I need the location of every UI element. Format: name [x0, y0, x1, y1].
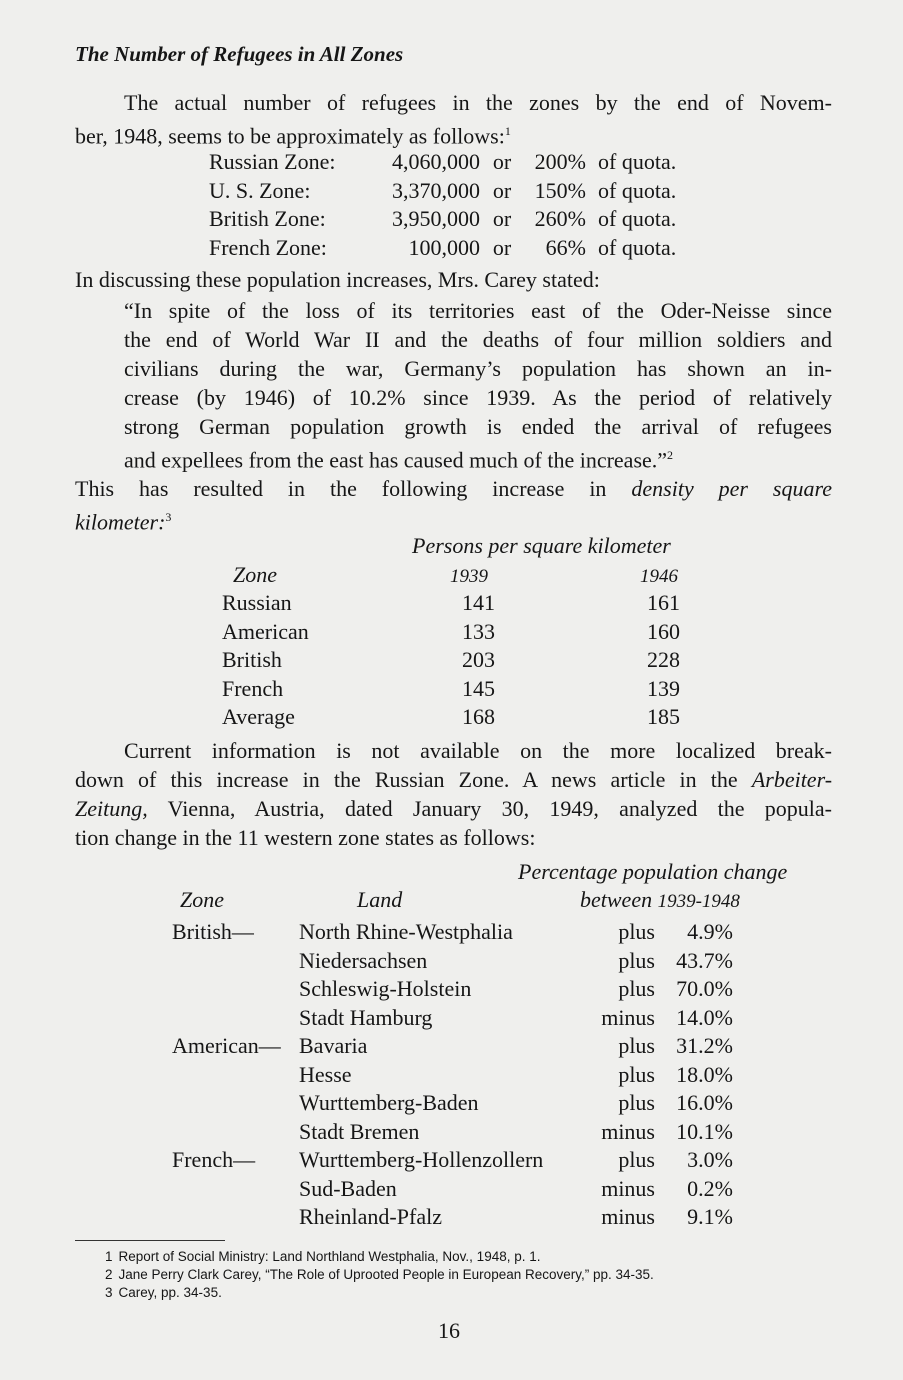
density-table	[222, 589, 680, 732]
density-1946: 139	[647, 675, 680, 701]
density-1946: 161	[647, 590, 680, 615]
quote-line: “In spite of the loss of its territories east of the Oder-Neisse since	[124, 298, 832, 323]
footnote-ref: 2	[667, 448, 674, 462]
change-zone	[172, 1203, 299, 1232]
footnote-number: 1	[105, 1249, 113, 1264]
change-zone	[172, 1118, 299, 1147]
current-paragraph	[124, 736, 832, 765]
current-line: tion change in the 11 western zone states as follows:	[75, 825, 536, 850]
change-direction: minus	[601, 1204, 655, 1229]
change-percent: 16.0%	[676, 1090, 733, 1115]
quota-percent: 260%	[534, 206, 586, 231]
change-direction: plus	[618, 1033, 655, 1058]
change-direction: plus	[618, 919, 655, 944]
change-row	[172, 1118, 733, 1147]
change-direction: plus	[618, 976, 655, 1001]
density-1939: 168	[462, 704, 495, 729]
density-1939: 141	[462, 590, 495, 615]
change-percent: 70.0%	[676, 976, 733, 1001]
footnote-number: 2	[105, 1267, 113, 1282]
quota-number: 3,370,000	[392, 177, 480, 203]
current-line: down of this increase in the Russian Zone. A news article in the Arbeiter-	[75, 767, 833, 792]
density-zone: French	[222, 675, 284, 701]
quote-line: civilians during the war, Germany’s population has shown an in-	[124, 356, 832, 381]
quota-or: or	[492, 149, 512, 174]
quota-of: of quota.	[598, 149, 677, 174]
zone-quota-table	[209, 148, 676, 262]
footnote-number: 3	[105, 1285, 113, 1300]
density-col-zone: Zone	[233, 562, 277, 587]
density-row	[222, 618, 680, 647]
change-row	[172, 947, 733, 976]
quota-number: 100,000	[408, 234, 480, 260]
change-table	[172, 918, 733, 1232]
change-direction: plus	[618, 1090, 655, 1115]
density-1946: 228	[647, 647, 680, 672]
change-land: Bavaria	[299, 1033, 368, 1058]
density-1939: 145	[462, 675, 495, 701]
change-percent: 10.1%	[676, 1118, 733, 1144]
quote-line: strong German population growth is ended the arrival of refugees	[124, 414, 832, 439]
change-percent: 18.0%	[676, 1061, 733, 1087]
density-title: Persons per square kilometer	[412, 533, 671, 558]
change-title: Percentage population change	[518, 859, 788, 884]
current-paragraph-2	[75, 765, 832, 852]
change-direction: plus	[618, 1147, 655, 1172]
density-zone: American	[222, 618, 309, 644]
change-land: Hesse	[299, 1061, 352, 1087]
quota-or: or	[492, 206, 512, 231]
density-row	[222, 589, 680, 618]
change-row	[172, 1146, 733, 1175]
quote-line: crease (by 1946) of 10.2% since 1939. As the period of relatively	[124, 385, 832, 410]
change-land: Wurttemberg-Hollenzollern	[299, 1147, 544, 1172]
change-col-zone: Zone	[180, 887, 224, 912]
change-percent: 14.0%	[676, 1004, 733, 1030]
change-percent: 43.7%	[676, 947, 733, 973]
change-row	[172, 1004, 733, 1033]
density-row	[222, 675, 680, 704]
footnote-text: Report of Social Ministry: Land Northland Westphalia, Nov., 1948, p. 1.	[118, 1249, 541, 1264]
quota-zone: Russian Zone:	[209, 149, 336, 174]
discussing-paragraph: In discussing these population increases, Mrs. Carey stated:	[75, 267, 600, 292]
change-zone	[172, 1061, 299, 1090]
change-land: Stadt Hamburg	[299, 1004, 433, 1030]
change-land: Niedersachsen	[299, 947, 428, 973]
footnote	[105, 1266, 654, 1283]
change-land: Schleswig-Holstein	[299, 976, 472, 1001]
change-land: Stadt Bremen	[299, 1118, 420, 1144]
change-col-land: Land	[357, 887, 403, 912]
change-land: Rheinland-Pfalz	[299, 1204, 442, 1229]
change-land: Wurttemberg-Baden	[299, 1090, 479, 1115]
density-col-1946: 1946	[640, 566, 678, 587]
change-direction: minus	[601, 1175, 655, 1201]
quota-zone: British Zone:	[209, 206, 326, 231]
page-number: 16	[438, 1318, 460, 1343]
quota-of: of quota.	[598, 177, 677, 203]
intro-line: ber, 1948, seems to be approximately as follows:	[75, 123, 505, 149]
quota-of: of quota.	[598, 234, 677, 260]
quote-line: the end of World War II and the deaths of four million soldiers and	[124, 327, 832, 352]
footnote-rule	[75, 1240, 225, 1241]
density-col-1939: 1939	[450, 566, 488, 587]
density-zone: British	[222, 647, 282, 672]
density-row	[222, 703, 680, 732]
change-land: Sud-Baden	[299, 1175, 397, 1201]
footnote-text: Jane Perry Clark Carey, “The Role of Uprooted People in European Recovery,” pp. 34-35.	[118, 1267, 654, 1282]
quota-zone: French Zone:	[209, 234, 327, 260]
change-zone	[172, 1004, 299, 1033]
change-row	[172, 1175, 733, 1204]
result-paragraph	[75, 474, 832, 536]
current-line: Current information is not available on the more localized break-	[124, 738, 832, 763]
section-heading: The Number of Refugees in All Zones	[75, 42, 404, 66]
quota-row	[209, 205, 676, 234]
quote-line: and expellees from the east has caused much of the increase.”$^2$	[124, 447, 674, 473]
change-land: North Rhine-Westphalia	[299, 919, 513, 944]
result-line: This has resulted in the following increase in density per square	[75, 476, 833, 501]
density-zone: Average	[222, 704, 295, 729]
quota-row	[209, 148, 676, 177]
quota-percent: 66%	[545, 234, 586, 260]
change-zone: British—	[172, 919, 254, 944]
footnote	[105, 1248, 540, 1265]
quota-number: 3,950,000	[392, 206, 480, 231]
change-percent: 4.9%	[687, 919, 733, 944]
footnote-ref: 1	[504, 124, 511, 138]
current-line: Zeitung, Vienna, Austria, dated January 30, 1949, analyzed the popula-	[75, 796, 832, 821]
change-col-between: between 1939-1948	[580, 887, 740, 912]
change-direction: plus	[618, 1061, 655, 1087]
density-row	[222, 646, 680, 675]
change-zone: French—	[172, 1147, 256, 1172]
result-line: kilometer:$^3$	[75, 509, 172, 535]
quota-of: of quota.	[598, 206, 677, 231]
change-percent: 9.1%	[687, 1204, 733, 1229]
change-direction: minus	[601, 1118, 655, 1144]
change-zone	[172, 947, 299, 976]
quota-or: or	[492, 234, 512, 260]
footnote-text: Carey, pp. 34-35.	[118, 1285, 222, 1300]
density-zone: Russian	[222, 590, 292, 615]
change-direction: plus	[618, 947, 655, 973]
quota-row	[209, 234, 676, 263]
change-row	[172, 918, 733, 947]
footnote-ref: 3	[165, 510, 172, 524]
quota-number: 4,060,000	[392, 149, 480, 174]
change-direction: minus	[601, 1004, 655, 1030]
change-zone	[172, 1089, 299, 1118]
density-1946: 185	[647, 704, 680, 729]
quota-zone: U. S. Zone:	[209, 177, 311, 203]
change-zone	[172, 1175, 299, 1204]
change-row	[172, 1089, 733, 1118]
change-percent: 31.2%	[676, 1033, 733, 1058]
change-row	[172, 975, 733, 1004]
quota-row	[209, 177, 676, 206]
change-row	[172, 1032, 733, 1061]
quota-percent: 200%	[534, 149, 586, 174]
density-1939: 203	[462, 647, 495, 672]
change-percent: 0.2%	[687, 1175, 733, 1201]
change-row	[172, 1203, 733, 1232]
footnote	[105, 1284, 222, 1301]
change-zone	[172, 975, 299, 1004]
change-zone: American—	[172, 1033, 281, 1058]
quota-percent: 150%	[534, 177, 586, 203]
change-percent: 3.0%	[687, 1147, 733, 1172]
quote-block	[124, 296, 832, 474]
density-1946: 160	[647, 618, 680, 644]
intro-line: The actual number of refugees in the zones by the end of Novem-	[124, 90, 832, 115]
intro-paragraph-2	[75, 117, 832, 150]
quota-or: or	[492, 177, 512, 203]
intro-paragraph	[124, 88, 832, 117]
density-1939: 133	[462, 618, 495, 644]
change-row	[172, 1061, 733, 1090]
